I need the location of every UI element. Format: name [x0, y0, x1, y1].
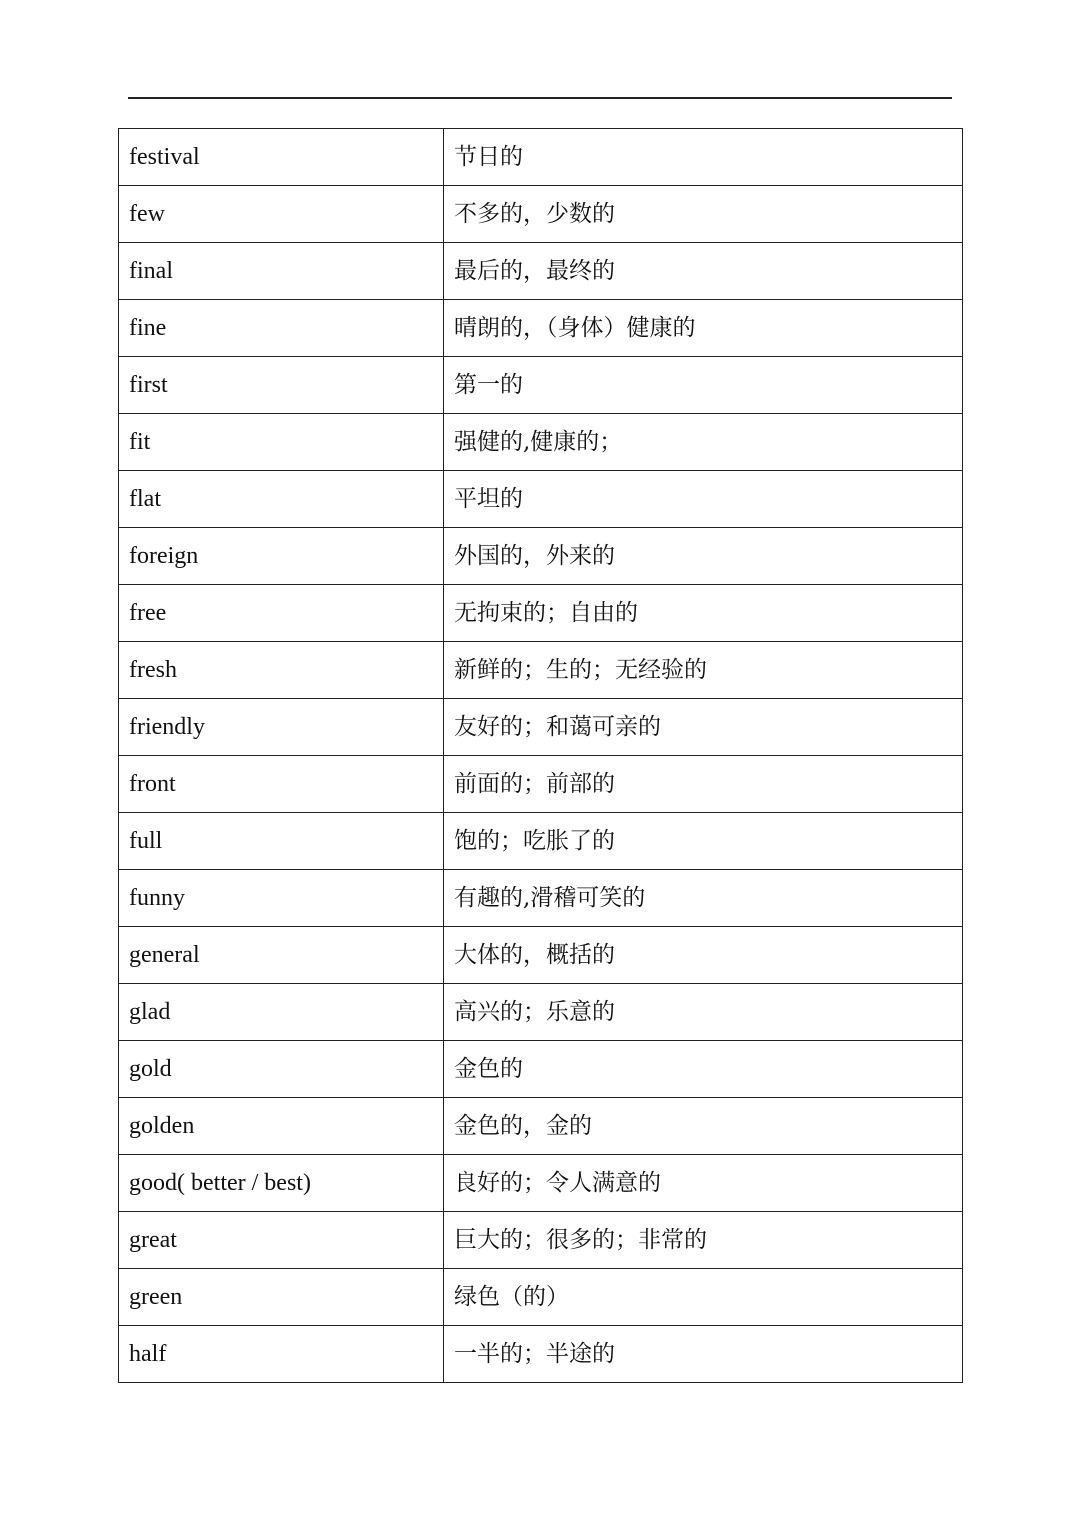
meaning-cell: 有趣的,滑稽可笑的 — [444, 870, 963, 927]
meaning-cell: 一半的；半途的 — [444, 1326, 963, 1383]
meaning-cell: 高兴的；乐意的 — [444, 984, 963, 1041]
table-row — [119, 813, 963, 870]
table-row — [119, 1155, 963, 1212]
table-row — [119, 699, 963, 756]
word-cell: gold — [119, 1041, 444, 1098]
header-rule — [128, 97, 952, 99]
table-row — [119, 1098, 963, 1155]
table-row — [119, 243, 963, 300]
table-row — [119, 414, 963, 471]
word-cell: final — [119, 243, 444, 300]
meaning-cell: 最后的，最终的 — [444, 243, 963, 300]
meaning-cell: 平坦的 — [444, 471, 963, 528]
word-cell: free — [119, 585, 444, 642]
vocabulary-table — [118, 128, 963, 1383]
table-row — [119, 870, 963, 927]
meaning-cell: 饱的；吃胀了的 — [444, 813, 963, 870]
word-cell: front — [119, 756, 444, 813]
table-row — [119, 1212, 963, 1269]
meaning-cell: 金色的 — [444, 1041, 963, 1098]
meaning-cell: 大体的，概括的 — [444, 927, 963, 984]
word-cell: few — [119, 186, 444, 243]
meaning-cell: 强健的,健康的； — [444, 414, 963, 471]
table-row — [119, 927, 963, 984]
word-cell: fresh — [119, 642, 444, 699]
table-row — [119, 129, 963, 186]
word-cell: foreign — [119, 528, 444, 585]
meaning-cell: 巨大的；很多的；非常的 — [444, 1212, 963, 1269]
word-cell: first — [119, 357, 444, 414]
table-row — [119, 984, 963, 1041]
word-cell: great — [119, 1212, 444, 1269]
meaning-cell: 新鲜的；生的；无经验的 — [444, 642, 963, 699]
meaning-cell: 外国的，外来的 — [444, 528, 963, 585]
word-cell: fit — [119, 414, 444, 471]
meaning-cell: 第一的 — [444, 357, 963, 414]
meaning-cell: 晴朗的，（身体）健康的 — [444, 300, 963, 357]
word-cell: friendly — [119, 699, 444, 756]
word-cell: fine — [119, 300, 444, 357]
table-row — [119, 1326, 963, 1383]
word-cell: good( better / best) — [119, 1155, 444, 1212]
word-cell: glad — [119, 984, 444, 1041]
table-row — [119, 1041, 963, 1098]
word-cell: green — [119, 1269, 444, 1326]
word-cell: golden — [119, 1098, 444, 1155]
meaning-cell: 友好的；和蔼可亲的 — [444, 699, 963, 756]
table-row — [119, 471, 963, 528]
meaning-cell: 节日的 — [444, 129, 963, 186]
word-cell: flat — [119, 471, 444, 528]
table-row — [119, 528, 963, 585]
table-row — [119, 585, 963, 642]
table-row — [119, 357, 963, 414]
meaning-cell: 绿色（的） — [444, 1269, 963, 1326]
meaning-cell: 不多的，少数的 — [444, 186, 963, 243]
table-row — [119, 642, 963, 699]
table-row — [119, 300, 963, 357]
word-cell: full — [119, 813, 444, 870]
word-cell: half — [119, 1326, 444, 1383]
meaning-cell: 金色的，金的 — [444, 1098, 963, 1155]
word-cell: general — [119, 927, 444, 984]
word-cell: funny — [119, 870, 444, 927]
table-row — [119, 756, 963, 813]
table-row — [119, 1269, 963, 1326]
word-cell: festival — [119, 129, 444, 186]
table-row — [119, 186, 963, 243]
meaning-cell: 前面的；前部的 — [444, 756, 963, 813]
meaning-cell: 无拘束的；自由的 — [444, 585, 963, 642]
meaning-cell: 良好的；令人满意的 — [444, 1155, 963, 1212]
